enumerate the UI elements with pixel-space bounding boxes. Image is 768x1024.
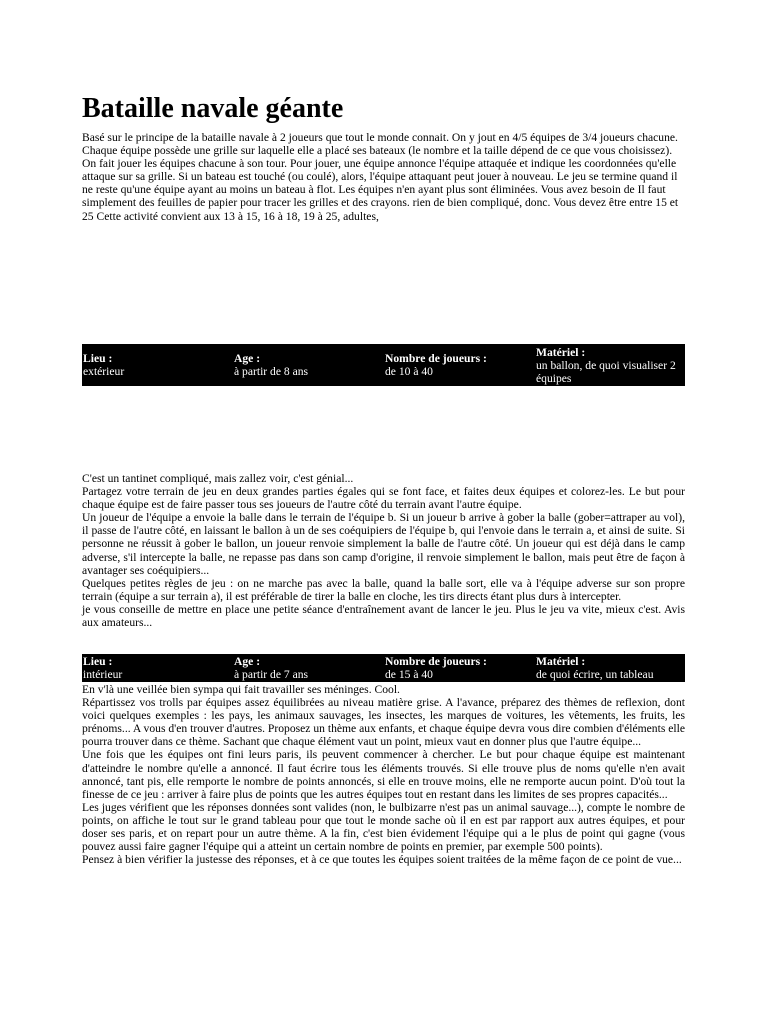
materiel-value: de quoi écrire, un tableau: [536, 668, 654, 681]
document-header: [82, 93, 685, 223]
info-cell-joueurs: [384, 654, 535, 682]
paragraph: Une fois que les équipes ont fini leurs paris, ils peuvent commencer à chercher. Le but pour chaque équipe est maintenant d'atteindre le nombre qu'elle a annoncé. Il faut écrire tous les éléments trouvés. Si elle trouve plus de noms qu'elle n'en avait annoncé, tant pis, elle remporte le nombre de points annoncés, si elle en trouve moins, elle ne remporte aucun point. D'où tout la finesse de ce jeu : arriver à faire plus de points que les autres équipes tout en restant dans les limites de ses propres capacités...: [82, 748, 685, 801]
paragraph: Pensez à bien vérifier la justesse des réponses, et à ce que toutes les équipes soient traitées de la même façon de ce point de vue...: [82, 853, 682, 867]
paragraph: C'est un tantinet compliqué, mais zallez voir, c'est génial...: [82, 472, 354, 485]
joueurs-value: de 10 à 40: [385, 365, 433, 378]
paragraph: Partagez votre terrain de jeu en deux grandes parties égales qui se font face, et faites deux équipes et colorez-les. Le but pour chaque équipe est de faire passer tous ses joueurs de l'autre côté du terrain avant l'autre équipe.: [82, 485, 685, 512]
info-cell-joueurs: [384, 344, 535, 386]
materiel-label: Matériel :: [536, 345, 586, 359]
intro-paragraph: Basé sur le principe de la bataille navale à 2 joueurs que tout le monde connait. On y jout en 4/5 équipes de 3/4 joueurs chacune. Chaque équipe possède une grille sur laquelle elle a placé ses bateaux (le nombre et la taille dépend de ce que vous choisissez). On fait jouer les équipes chacune à son tour. Pour jouer, une équipe annonce l'équipe attaquée et indique les coordonnées qu'elle attaque sur sa grille. Si un bateau est touché (ou coulé), alors, l'équipe attaquant peut jouer à nouveau. Le jeu se termine quand il ne reste qu'une équipe ayant au moins un bateau à flot. Les équipes n'en ayant plus sont éliminées. Vous avez besoin de Il faut simplement des feuilles de papier pour tracer les grilles et des crayons. rien de bien compliqué, donc. Vous devez être entre 15 et 25 Cette activité convient aux 13 à 15, 16 à 18, 19 à 25, adultes,: [82, 131, 679, 223]
info-cell-age: [233, 344, 384, 386]
joueurs-value: de 15 à 40: [385, 668, 433, 681]
paragraph: En v'là une veillée bien sympa qui fait travailler ses méninges. Cool.: [82, 683, 400, 696]
paragraph: je vous conseille de mettre en place une petite séance d'entraînement avant de lancer le jeu. Plus le jeu va vite, mieux c'est. Avis aux amateurs...: [82, 602, 685, 630]
paragraph: Quelques petites règles de jeu : on ne marche pas avec la balle, quand la balle sort, elle va à l'équipe adverse sur son propre terrain (équipe a sur terrain a), il est préférable de tirer la balle en cloche, les tirs directs étant plus durs à intercepter.: [82, 576, 685, 603]
joueurs-label: Nombre de joueurs :: [385, 352, 487, 365]
materiel-label: Matériel :: [536, 655, 586, 668]
paragraph: Un joueur de l'équipe a envoie la balle dans le terrain de l'équipe b. Si un joueur b arrive à gober la balle (gober=attraper au vol), il passe de l'autre côté, en laissant le ballon à un de ses coéquipiers de l'équipe b, qui l'envoie dans le terrain a, et ainsi de suite. Si personne ne réussit à gober le ballon, un joueur renvoie simplement la balle de l'autre côté. Un joueur qui est déjà dans le camp adverse, s'il intercepte la balle, ne repasse pas dans son camp d'origine, il renvoie simplement le ballon, mais peut être de façon à avantager ses coéquipiers...: [82, 511, 685, 577]
age-value: à partir de 8 ans: [234, 365, 309, 378]
info-cell-lieu: [82, 654, 233, 682]
page-title: Bataille navale géante: [82, 93, 344, 124]
age-label: Age :: [234, 655, 261, 668]
info-cell-lieu: [82, 344, 233, 386]
info-cell-materiel: [535, 344, 685, 386]
paragraph: Répartissez vos trolls par équipes assez équilibrées au niveau matière grise. A l'avance, préparez des thèmes de reflexion, dont voici quelques exemples : les pays, les animaux sauvages, les insectes, les marques de voitures, les vêtements, les fruits, les prénoms... A vous d'en trouver d'autres. Proposez un thème aux enfants, et chaque équipe devra vous dire combien d'éléments elle pourra trouver dans ce thème. Sachant que chaque élément vaut un point, mieux vaut en donner plus que l'autre équipe...: [82, 696, 685, 749]
age-value: à partir de 7 ans: [234, 668, 309, 681]
activity-info-bar-1: [82, 344, 685, 386]
joueurs-label: Nombre de joueurs :: [385, 655, 487, 668]
lieu-value: intérieur: [83, 668, 123, 681]
section-2-body: [82, 683, 685, 866]
info-cell-age: [233, 654, 384, 682]
age-label: Age :: [234, 352, 261, 365]
activity-info-bar-2: [82, 654, 685, 682]
info-cell-materiel: [535, 654, 685, 682]
lieu-value: extérieur: [83, 365, 125, 378]
intro-block: [82, 131, 685, 223]
paragraph: Les juges vérifient que les réponses données sont valides (non, le bulbizarre n'est pas un animal sauvage...), compte le nombre de points, on affiche le tout sur le grand tableau pour que tout le monde sache où il en est par rapport aux autres équipes, et pour doser ses paris, et on repart pour un autre thème. A la fin, c'est bien évidement l'équipe qui a le plus de point qui gagne (vous pouvez aussi faire gagner l'équipe qui a atteint un certain nombre de points en premier, par exemple 500 points).: [82, 800, 685, 854]
lieu-label: Lieu :: [83, 352, 113, 365]
lieu-label: Lieu :: [83, 655, 113, 668]
materiel-value: un ballon, de quoi visualiser 2 équipes: [536, 358, 676, 385]
section-1-body: [82, 472, 685, 629]
